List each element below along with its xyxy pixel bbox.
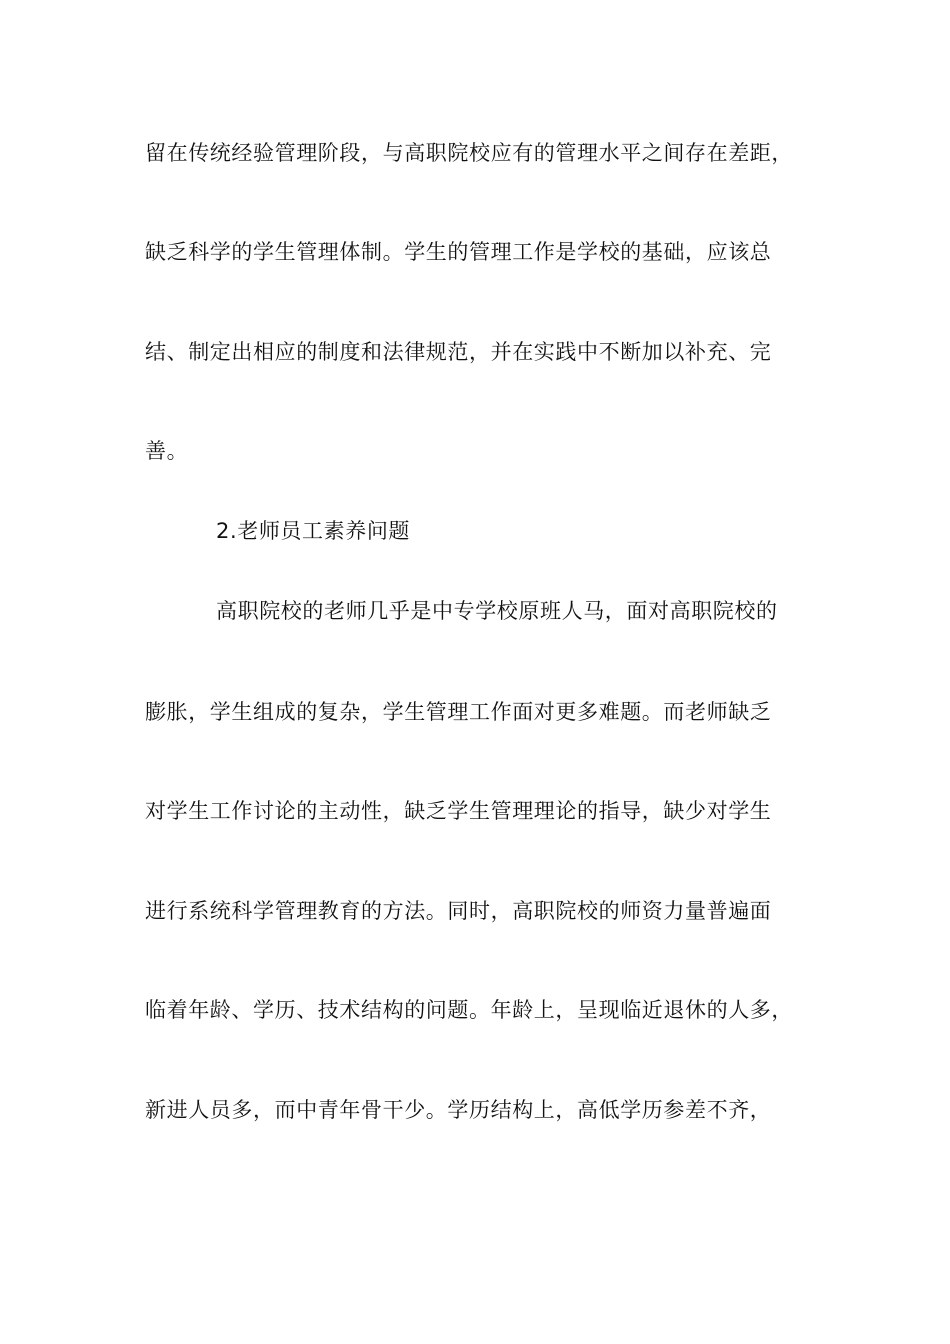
text-line: 临着年龄、学历、技术结构的问题。年龄上，呈现临近退休的人多， [145,998,793,1022]
text-line: 缺乏科学的学生管理体制。学生的管理工作是学校的基础，应该总 [145,240,772,264]
text-line: 新进人员多，而中青年骨干少。学历结构上，高低学历参差不齐， [145,1098,772,1122]
text-line: 善。 [145,439,189,463]
text-line: 留在传统经验管理阶段，与高职院校应有的管理水平之间存在差距， [145,141,793,165]
text-line: 进行系统科学管理教育的方法。同时，高职院校的师资力量普遍面 [145,899,772,923]
section-heading: 2.老师员工素养问题 [216,519,411,543]
text-line: 膨胀，学生组成的复杂，学生管理工作面对更多难题。而老师缺乏 [145,700,772,724]
text-line: 高职院校的老师几乎是中专学校原班人马，面对高职院校的 [216,599,778,623]
text-line: 结、制定出相应的制度和法律规范，并在实践中不断加以补充、完 [145,340,772,364]
text-line: 对学生工作讨论的主动性，缺乏学生管理理论的指导，缺少对学生 [145,799,772,823]
